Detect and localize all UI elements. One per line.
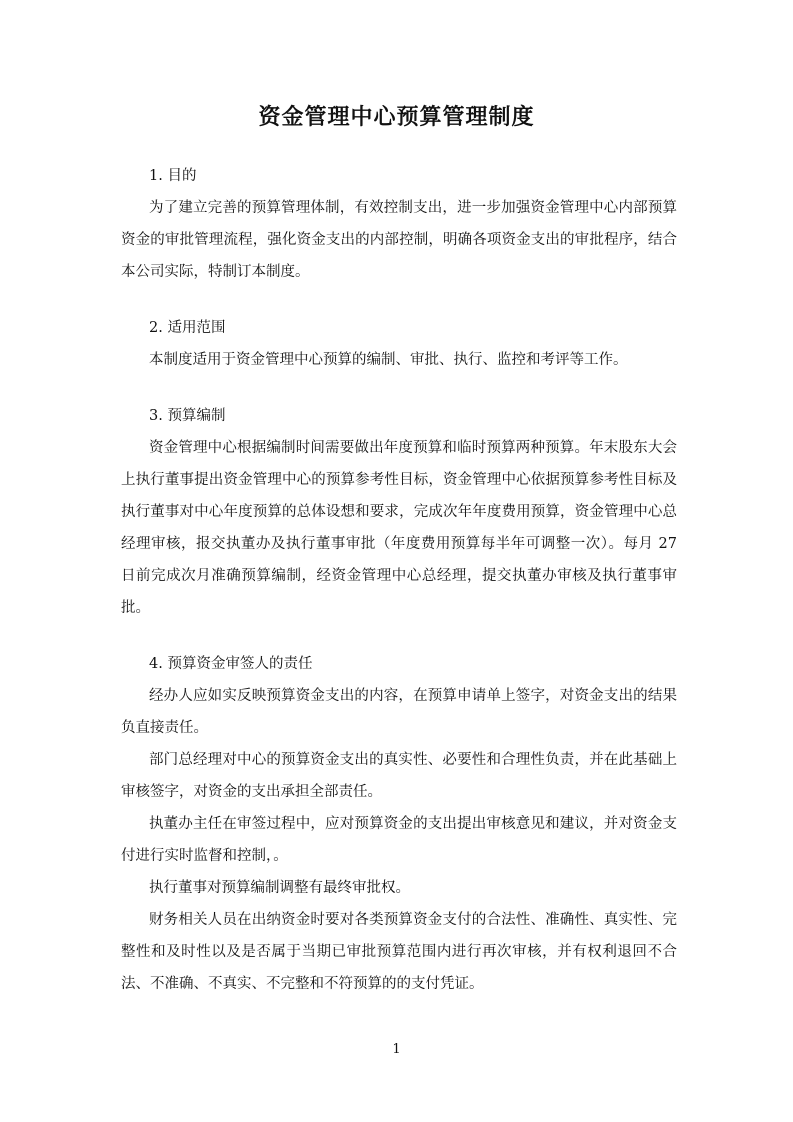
section-spacer [121, 376, 677, 400]
section-heading: 2. 适用范围 [149, 320, 226, 336]
section-signatory-responsibility [121, 648, 677, 1000]
section-scope [121, 312, 677, 376]
paragraph: 财务相关人员在出纳资金时要对各类预算资金支付的合法性、准确性、真实性、完整性和及时性以及是否属于当期已审批预算范围内进行再次审核，并有权利退回不合法、不准确、不真实、不完整和不符预算的的支付凭证。 [121, 912, 677, 992]
paragraph: 为了建立完善的预算管理体制，有效控制支出，进一步加强资金管理中心内部预算资金的审批管理流程，强化资金支出的内部控制，明确各项资金支出的审批程序，结合本公司实际，特制订本制度。 [121, 200, 677, 280]
section-spacer [121, 288, 677, 312]
paragraph: 执董办主任在审签过程中，应对预算资金的支出提出审核意见和建议，并对资金支付进行实时监督和控制，。 [121, 816, 677, 864]
section-spacer [121, 624, 677, 648]
document-body [121, 160, 677, 1000]
paragraph: 部门总经理对中心的预算资金支出的真实性、必要性和合理性负责，并在此基础上审核签字，对资金的支出承担全部责任。 [121, 752, 677, 800]
section-heading: 1. 目的 [149, 168, 197, 184]
paragraph: 执行董事对预算编制调整有最终审批权。 [149, 880, 410, 896]
document-title: 资金管理中心预算管理制度 [258, 104, 535, 130]
paragraph: 资金管理中心根据编制时间需要做出年度预算和临时预算两种预算。年末股东大会上执行董事提出资金管理中心的预算参考性目标，资金管理中心依据预算参考性目标及执行董事对中心年度预算的总体设想和要求，完成次年年度费用预算，资金管理中心总经理审核，报交执董办及执行董事审批（年度费用预算每半年可调整一次）。每月 27 日前完成次月准确预算编制，经资金管理中心总经理，提交执董办审核及执行董事审批。 [121, 440, 677, 616]
section-budget-preparation [121, 400, 677, 624]
paragraph: 经办人应如实反映预算资金支出的内容，在预算申请单上签字，对资金支出的结果负直接责任。 [121, 688, 677, 736]
paragraph: 本制度适用于资金管理中心预算的编制、审批、执行、监控和考评等工作。 [149, 352, 628, 368]
page-number: 1 [392, 1042, 401, 1057]
section-purpose [121, 160, 677, 288]
section-heading: 3. 预算编制 [149, 408, 226, 424]
section-heading: 4. 预算资金审签人的责任 [149, 656, 313, 672]
